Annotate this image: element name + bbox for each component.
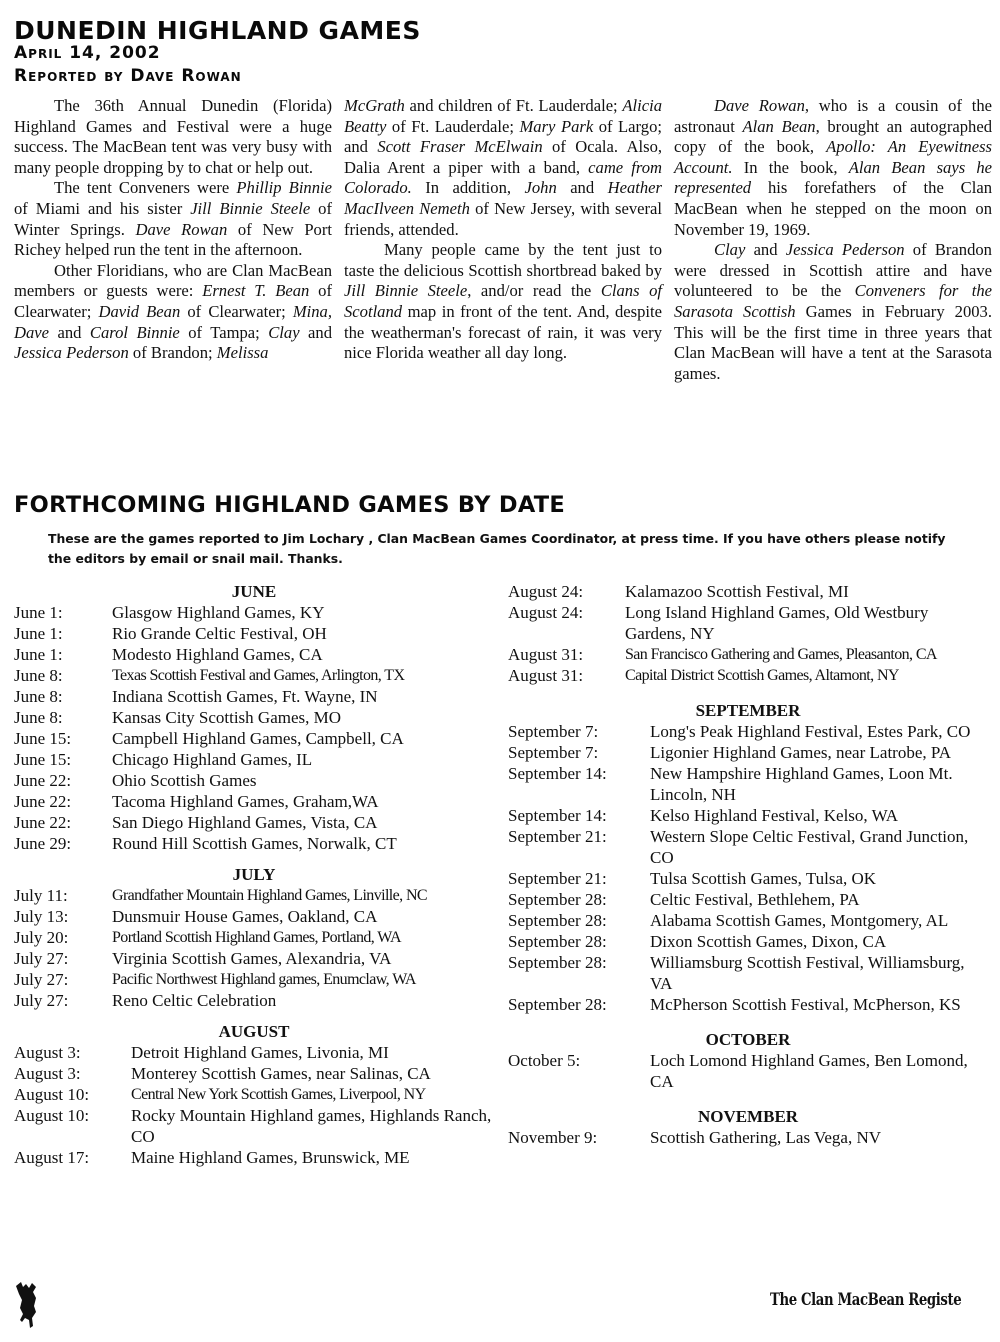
entry-date: June 29: bbox=[14, 834, 72, 853]
entry-date: August 10: bbox=[14, 1106, 90, 1125]
schedule-entry bbox=[14, 1147, 494, 1168]
article-column-1 bbox=[14, 96, 332, 364]
entry-event: Kalamazoo Scottish Festival, MI bbox=[625, 582, 849, 601]
entry-date: September 28: bbox=[508, 995, 607, 1014]
schedule-entry bbox=[14, 1105, 494, 1147]
entry-date: August 24: bbox=[508, 603, 584, 622]
entry-event: Campbell Highland Games, Campbell, CA bbox=[112, 729, 404, 748]
entry-date: September 28: bbox=[508, 953, 607, 972]
month-heading-july: JULY bbox=[232, 865, 276, 884]
schedule-entry bbox=[14, 602, 494, 623]
entry-date: September 7: bbox=[508, 743, 599, 762]
paragraph: The tent Conveners were Phillip Binnie of Miami and his sister Jill Binnie Steele of Winter Springs. Dave Rowan of New Port Richey helped run the tent in the afternoon. bbox=[14, 178, 333, 260]
schedule-entry bbox=[14, 1063, 494, 1084]
schedule-entry bbox=[14, 948, 494, 969]
entry-date: July 27: bbox=[14, 949, 69, 968]
entry-date: August 17: bbox=[14, 1148, 90, 1167]
entry-event: Long Island Highland Games, Old Westbury Gardens, NY bbox=[625, 603, 929, 643]
schedule-entry bbox=[14, 906, 494, 927]
entry-event: Celtic Festival, Bethlehem, PA bbox=[650, 890, 860, 909]
entry-date: September 21: bbox=[508, 869, 607, 888]
paragraph: Clay and Jessica Pederson of Brandon were dressed in Scottish attire and have volunteered to be the Conveners for the Sarasota Scottish Games in February 2003. This will be the first time in three years that Clan MacBean will have a tent at the Sarasota games. bbox=[674, 240, 993, 383]
entry-date: September 28: bbox=[508, 911, 607, 930]
schedule-entry bbox=[14, 1084, 494, 1105]
entry-date: August 3: bbox=[14, 1064, 81, 1083]
paragraph: Dave Rowan, who is a cousin of the astronaut Alan Bean, brought an autographed copy of the book, Apollo: An Eyewitness Account. In the book, Alan Bean says he represented his forefathers of the Clan MacBean when he stepped on the moon on November 19, 1969. bbox=[674, 96, 993, 239]
schedule-entry bbox=[508, 763, 988, 805]
entry-event: San Francisco Gathering and Games, Pleasanton, CA bbox=[625, 646, 937, 663]
entry-event: Chicago Highland Games, IL bbox=[112, 750, 313, 769]
entry-event: Tulsa Scottish Games, Tulsa, OK bbox=[650, 869, 877, 888]
entry-event: Ligonier Highland Games, near Latrobe, PA bbox=[650, 743, 952, 762]
entry-event: Dunsmuir House Games, Oakland, CA bbox=[112, 907, 378, 926]
entry-event: Reno Celtic Celebration bbox=[112, 991, 277, 1010]
article-column-3 bbox=[674, 96, 992, 384]
schedule-title: FORTHCOMING HIGHLAND GAMES BY DATE bbox=[14, 492, 566, 518]
schedule-entry bbox=[14, 644, 494, 665]
schedule-entry bbox=[508, 826, 988, 868]
entry-date: November 9: bbox=[508, 1128, 598, 1147]
month-heading-september: SEPTEMBER bbox=[695, 701, 801, 720]
entry-event: Tacoma Highland Games, Graham,WA bbox=[112, 792, 379, 811]
entry-date: June 22: bbox=[14, 813, 72, 832]
entry-date: June 15: bbox=[14, 729, 72, 748]
entry-date: June 8: bbox=[14, 666, 63, 685]
schedule-entry bbox=[14, 623, 494, 644]
entry-date: August 10: bbox=[14, 1085, 90, 1104]
entry-date: July 27: bbox=[14, 970, 69, 989]
entry-date: September 14: bbox=[508, 806, 607, 825]
schedule-entry bbox=[14, 770, 494, 791]
entry-event: Capital District Scottish Games, Altamont, NY bbox=[625, 667, 899, 684]
schedule-right-column bbox=[508, 581, 988, 1148]
entry-event: Indiana Scottish Games, Ft. Wayne, IN bbox=[112, 687, 378, 706]
month-heading-november: NOVEMBER bbox=[697, 1107, 799, 1126]
entry-event: Long's Peak Highland Festival, Estes Park, CO bbox=[650, 722, 971, 741]
entry-event: Texas Scottish Festival and Games, Arlington, TX bbox=[112, 667, 405, 684]
schedule-entry bbox=[14, 833, 494, 854]
entry-event: Central New York Scottish Games, Liverpool, NY bbox=[131, 1086, 426, 1103]
entry-event: Virginia Scottish Games, Alexandria, VA bbox=[112, 949, 392, 968]
paragraph: The 36th Annual Dunedin (Florida) Highland Games and Festival were a huge success. The MacBean tent was very busy with many people dropping by to chat or help out. bbox=[14, 96, 332, 177]
schedule-entry bbox=[14, 791, 494, 812]
entry-date: June 8: bbox=[14, 687, 63, 706]
schedule-entry bbox=[508, 931, 988, 952]
month-heading-october: OCTOBER bbox=[705, 1030, 791, 1049]
month-heading-june: JUNE bbox=[231, 582, 277, 601]
entry-event: Detroit Highland Games, Livonia, MI bbox=[131, 1043, 389, 1062]
schedule-entry bbox=[14, 665, 494, 686]
schedule-entry bbox=[14, 728, 494, 749]
entry-date: June 1: bbox=[14, 645, 63, 664]
paragraph: McGrath and children of Ft. Lauderdale; Alicia Beatty of Ft. Lauderdale; Mary Park of Largo; and Scott Fraser McElwain of Ocala. Also, Dalia Arent a piper with a band, came from Colorado. In addition, John and Heather MacIlveen Nemeth of New Jersey, with several friends, attended. bbox=[344, 96, 663, 239]
entry-date: August 31: bbox=[508, 645, 584, 664]
schedule-entry bbox=[14, 927, 494, 948]
entry-event: Dixon Scottish Games, Dixon, CA bbox=[650, 932, 887, 951]
entry-date: June 8: bbox=[14, 708, 63, 727]
schedule-entry bbox=[14, 885, 494, 906]
entry-event: Round Hill Scottish Games, Norwalk, CT bbox=[112, 834, 397, 853]
schedule-entry bbox=[14, 749, 494, 770]
entry-event: Grandfather Mountain Highland Games, Linville, NC bbox=[112, 887, 427, 904]
paragraph: Other Floridians, who are Clan MacBean members or guests were: Ernest T. Bean of Clearwater; David Bean of Clearwater; Mina, Dave and Carol Binnie of Tampa; Clay and Jessica Pederson of Brandon; Melissa bbox=[14, 260, 333, 363]
schedule-entry bbox=[508, 665, 988, 686]
schedule-entry bbox=[508, 910, 988, 931]
clan-crest-icon bbox=[12, 1278, 42, 1330]
entry-date: July 27: bbox=[14, 991, 69, 1010]
entry-date: August 24: bbox=[508, 582, 584, 601]
entry-date: August 31: bbox=[508, 666, 584, 685]
entry-event: Monterey Scottish Games, near Salinas, CA bbox=[131, 1064, 431, 1083]
entry-event: New Hampshire Highland Games, Loon Mt. Lincoln, NH bbox=[650, 764, 953, 804]
schedule-left-column bbox=[14, 581, 494, 1168]
schedule-entry bbox=[508, 805, 988, 826]
entry-date: July 20: bbox=[14, 928, 69, 947]
article-date: April 14, 2002 bbox=[14, 43, 161, 63]
entry-date: July 11: bbox=[14, 886, 68, 905]
entry-event: Maine Highland Games, Brunswick, ME bbox=[131, 1148, 410, 1167]
paragraph: Many people came by the tent just to taste the delicious Scottish shortbread baked by Jill Binnie Steele, and/or read the Clans of Scotland map in front of the tent. And, despite the weatherman's forecast of rain, it was very nice Florida weather all day long. bbox=[344, 240, 662, 363]
schedule-entry bbox=[508, 742, 988, 763]
schedule-entry bbox=[508, 581, 988, 602]
entry-event: Loch Lomond Highland Games, Ben Lomond, CA bbox=[650, 1051, 968, 1091]
schedule-entry bbox=[14, 812, 494, 833]
schedule-entry bbox=[508, 602, 988, 644]
entry-date: September 14: bbox=[508, 764, 607, 783]
entry-date: June 15: bbox=[14, 750, 72, 769]
entry-event: McPherson Scottish Festival, McPherson, KS bbox=[650, 995, 961, 1014]
entry-date: October 5: bbox=[508, 1051, 581, 1070]
publication-footer: The Clan MacBean Registe bbox=[770, 1290, 962, 1310]
article-column-2 bbox=[344, 96, 662, 364]
schedule-entry bbox=[14, 1042, 494, 1063]
article-title: DUNEDIN HIGHLAND GAMES bbox=[14, 16, 421, 45]
entry-event: Scottish Gathering, Las Vega, NV bbox=[650, 1128, 882, 1147]
entry-event: Western Slope Celtic Festival, Grand Junction, CO bbox=[650, 827, 969, 867]
entry-date: June 22: bbox=[14, 771, 72, 790]
entry-event: Kansas City Scottish Games, MO bbox=[112, 708, 342, 727]
schedule-entry bbox=[508, 644, 988, 665]
entry-date: June 22: bbox=[14, 792, 72, 811]
schedule-entry bbox=[508, 994, 988, 1015]
entry-date: June 1: bbox=[14, 603, 63, 622]
month-heading-august: AUGUST bbox=[218, 1022, 290, 1041]
entry-event: Williamsburg Scottish Festival, Williamsburg, VA bbox=[650, 953, 965, 993]
schedule-note: These are the games reported to Jim Lochary , Clan MacBean Games Coordinator, at press time. If you have others please notify the editors by email or snail mail. Thanks. bbox=[48, 531, 946, 566]
entry-event: Rocky Mountain Highland games, Highlands Ranch, CO bbox=[131, 1106, 492, 1146]
entry-date: September 28: bbox=[508, 890, 607, 909]
article-byline: Reported by Dave Rowan bbox=[14, 66, 242, 86]
entry-date: July 13: bbox=[14, 907, 69, 926]
entry-event: San Diego Highland Games, Vista, CA bbox=[112, 813, 378, 832]
entry-event: Portland Scottish Highland Games, Portland, WA bbox=[112, 929, 401, 946]
schedule-entry bbox=[508, 721, 988, 742]
schedule-entry bbox=[14, 990, 494, 1011]
entry-event: Ohio Scottish Games bbox=[112, 771, 257, 790]
entry-date: September 7: bbox=[508, 722, 599, 741]
schedule-entry bbox=[508, 1050, 988, 1092]
entry-date: June 1: bbox=[14, 624, 63, 643]
entry-event: Rio Grande Celtic Festival, OH bbox=[112, 624, 327, 643]
schedule-entry bbox=[508, 889, 988, 910]
entry-date: August 3: bbox=[14, 1043, 81, 1062]
schedule-entry bbox=[14, 707, 494, 728]
entry-event: Alabama Scottish Games, Montgomery, AL bbox=[650, 911, 949, 930]
entry-date: September 21: bbox=[508, 827, 607, 846]
schedule-entry bbox=[14, 686, 494, 707]
entry-event: Pacific Northwest Highland games, Enumclaw, WA bbox=[112, 971, 416, 988]
schedule-entry bbox=[508, 952, 988, 994]
entry-event: Glasgow Highland Games, KY bbox=[112, 603, 325, 622]
schedule-entry bbox=[508, 868, 988, 889]
entry-date: September 28: bbox=[508, 932, 607, 951]
entry-event: Kelso Highland Festival, Kelso, WA bbox=[650, 806, 899, 825]
schedule-entry bbox=[14, 969, 494, 990]
schedule-entry bbox=[508, 1127, 988, 1148]
entry-event: Modesto Highland Games, CA bbox=[112, 645, 323, 664]
